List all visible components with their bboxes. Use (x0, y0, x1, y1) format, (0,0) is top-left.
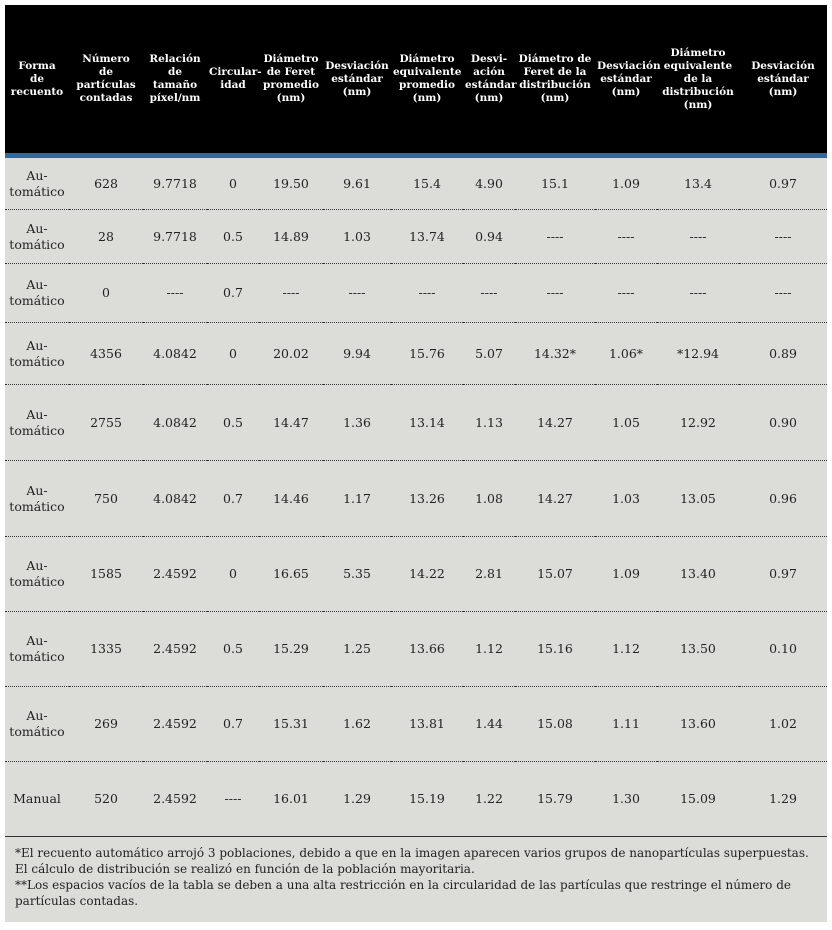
table-cell: ---- (391, 264, 463, 323)
column-header-line: Circular- (209, 66, 262, 78)
results-table (5, 5, 827, 837)
column-header-line: estándar (600, 72, 652, 85)
table-cell: ---- (657, 264, 739, 323)
footnote-line: *El recuento automático arrojó 3 poblaciones, debido a que en la imagen aparecen varios grupos de nanopartículas superpuestas. (15, 846, 809, 860)
table-page (5, 5, 827, 922)
column-header (515, 5, 595, 153)
table-cell: 4.0842 (143, 461, 207, 537)
column-header-line: Diámetro (670, 46, 726, 59)
table-cell: 0.96 (739, 461, 827, 537)
table-row (5, 537, 827, 612)
table-cell: ---- (143, 264, 207, 323)
column-header-line: idad (220, 79, 246, 91)
table-cell: 0.5 (207, 210, 259, 264)
table-cell: 19.50 (259, 158, 323, 210)
table-cell: 4.90 (463, 158, 515, 210)
table-cell (5, 323, 69, 385)
table-cell: 12.92 (657, 385, 739, 461)
table-cell: 1.17 (323, 461, 391, 537)
table-cell: 4356 (69, 323, 143, 385)
table-cell: ---- (595, 210, 657, 264)
table-cell: 0.97 (739, 158, 827, 210)
table-cell: 1.05 (595, 385, 657, 461)
table-cell: 1.09 (595, 158, 657, 210)
cell-text: Au- (26, 337, 48, 353)
column-header-line: de la (683, 72, 713, 85)
table-cell: 750 (69, 461, 143, 537)
table-cell: 1.36 (323, 385, 391, 461)
table-row (5, 612, 827, 687)
cell-text: Manual (13, 791, 61, 806)
table-cell: 2.4592 (143, 612, 207, 687)
column-header-line: (nm) (611, 85, 641, 98)
column-header (463, 5, 515, 153)
table-cell: 0.5 (207, 612, 259, 687)
column-header-line: estándar (465, 79, 517, 91)
table-cell: 0.89 (739, 323, 827, 385)
table-cell: 9.7718 (143, 158, 207, 210)
cell-text: tomático (9, 236, 65, 252)
cell-text: tomático (9, 183, 65, 199)
table-cell: 2.4592 (143, 762, 207, 837)
footnotes (15, 845, 815, 909)
table-cell: 15.29 (259, 612, 323, 687)
table-cell: *12.94 (657, 323, 739, 385)
column-header-line: Diámetro (263, 53, 319, 65)
table-cell: 14.46 (259, 461, 323, 537)
table-row (5, 210, 827, 264)
table-cell: 28 (69, 210, 143, 264)
table-cell: ---- (739, 210, 827, 264)
table-row (5, 264, 827, 323)
table-cell: 9.7718 (143, 210, 207, 264)
table-cell: 13.26 (391, 461, 463, 537)
table-row (5, 687, 827, 762)
table-cell: 20.02 (259, 323, 323, 385)
table-cell: 1585 (69, 537, 143, 612)
table-cell: 1.30 (595, 762, 657, 837)
table-cell: ---- (463, 264, 515, 323)
table-cell: 1.25 (323, 612, 391, 687)
table-cell (5, 461, 69, 537)
column-header-line: recuento (10, 85, 64, 98)
column-header-line: Desviación (751, 59, 815, 72)
column-header-line: estándar (331, 72, 383, 85)
table-cell: 0 (207, 537, 259, 612)
column-header-line: de tamaño (152, 66, 198, 91)
column-header-line: Relación (149, 53, 201, 65)
table-cell: 16.01 (259, 762, 323, 837)
table-cell: 1.03 (595, 461, 657, 537)
column-header-line: contadas (79, 92, 133, 104)
table-cell: 5.35 (323, 537, 391, 612)
footnote-line: El cálculo de distribución se realizó en función de la población mayoritaria. (15, 862, 475, 876)
table-cell: 0.94 (463, 210, 515, 264)
table-cell: 520 (69, 762, 143, 837)
table-cell (5, 687, 69, 762)
column-header-line: Feret de la (523, 66, 587, 78)
table-cell: 1.09 (595, 537, 657, 612)
table-cell (5, 537, 69, 612)
column-header (143, 5, 207, 153)
column-header (259, 5, 323, 153)
table-row (5, 385, 827, 461)
table-cell: 1.12 (595, 612, 657, 687)
cell-text: tomático (9, 574, 65, 589)
column-header-line: Número (82, 53, 130, 65)
table-row (5, 323, 827, 385)
cell-text: Au- (26, 220, 48, 236)
column-header (657, 5, 739, 153)
table-cell: 14.22 (391, 537, 463, 612)
column-header-line: (nm) (412, 92, 442, 104)
table-cell: 2.81 (463, 537, 515, 612)
cell-text: tomático (9, 353, 65, 369)
table-cell: 15.07 (515, 537, 595, 612)
table-cell: 2755 (69, 385, 143, 461)
table-cell: 14.27 (515, 385, 595, 461)
table-cell: 15.16 (515, 612, 595, 687)
table-cell: 15.09 (657, 762, 739, 837)
table-cell: 0.10 (739, 612, 827, 687)
table-row (5, 461, 827, 537)
column-header (391, 5, 463, 153)
cell-text: Au- (26, 633, 48, 648)
table-cell (5, 158, 69, 210)
table-cell: 1.22 (463, 762, 515, 837)
column-header (69, 5, 143, 153)
table-cell: ---- (323, 264, 391, 323)
column-header (739, 5, 827, 153)
table-cell (5, 210, 69, 264)
column-header-line: (nm) (683, 98, 713, 111)
table-cell: 1335 (69, 612, 143, 687)
table-cell: 0.7 (207, 461, 259, 537)
table-cell: 0.97 (739, 537, 827, 612)
column-header (207, 5, 262, 153)
table-cell: 14.27 (515, 461, 595, 537)
footnote-line: partículas contadas. (15, 894, 139, 908)
column-header-line: Desviación (597, 59, 661, 72)
cell-text: Au- (26, 167, 48, 183)
cell-text: Au- (26, 558, 48, 573)
table-cell (5, 264, 69, 323)
table-cell: 1.06* (595, 323, 657, 385)
table-cell: 0.7 (207, 687, 259, 762)
table-cell: 1.03 (323, 210, 391, 264)
table-cell: 1.62 (323, 687, 391, 762)
table-cell: 15.19 (391, 762, 463, 837)
table-cell: ---- (595, 264, 657, 323)
header-row (5, 5, 827, 153)
table-row (5, 762, 827, 837)
column-header-line: (nm) (474, 92, 504, 104)
table-cell: 0 (69, 264, 143, 323)
column-header-line: distribución (519, 79, 591, 91)
cell-text: tomático (9, 724, 65, 739)
table-cell: 13.40 (657, 537, 739, 612)
table-cell: 15.79 (515, 762, 595, 837)
table-cell: 0.7 (207, 264, 259, 323)
table-cell: 13.74 (391, 210, 463, 264)
table-cell: ---- (515, 210, 595, 264)
column-header-line: Forma (18, 59, 56, 72)
table-cell: 9.61 (323, 158, 391, 210)
cell-text: Au- (26, 708, 48, 723)
table-cell: 9.94 (323, 323, 391, 385)
table-cell (5, 612, 69, 687)
cell-text: tomático (9, 649, 65, 664)
table-cell: 13.60 (657, 687, 739, 762)
table-cell: 13.14 (391, 385, 463, 461)
column-header (5, 5, 69, 153)
table-cell: 14.47 (259, 385, 323, 461)
table-cell: 1.12 (463, 612, 515, 687)
column-header-line: promedio (398, 79, 455, 91)
column-header-line: (nm) (768, 85, 798, 98)
column-header-line: Diámetro de (518, 53, 592, 65)
column-header-line: de partículas (76, 66, 136, 91)
column-header-line: distribución (662, 85, 734, 98)
table-cell: 1.11 (595, 687, 657, 762)
cell-text: tomático (9, 422, 65, 438)
column-header-line: equivalente (393, 66, 462, 78)
cell-text: tomático (9, 498, 65, 514)
column-header-line: Desviación (325, 59, 389, 72)
table-cell: ---- (207, 762, 259, 837)
table-cell: 2.4592 (143, 687, 207, 762)
table-cell: 4.0842 (143, 323, 207, 385)
column-header-line: estándar (757, 72, 809, 85)
table-cell: 2.4592 (143, 537, 207, 612)
table-cell: 0.90 (739, 385, 827, 461)
table-cell: 1.02 (739, 687, 827, 762)
table-body (5, 153, 827, 837)
column-header-line: de (29, 72, 45, 85)
column-header-line: ación (473, 66, 505, 78)
table-cell (5, 385, 69, 461)
column-header-line: Desvi- (470, 53, 508, 65)
column-header (323, 5, 391, 153)
table-cell: 0.5 (207, 385, 259, 461)
column-header-line: (nm) (342, 85, 372, 98)
footnote-line: **Los espacios vacíos de la tabla se deben a una alta restricción en la circularidad de las partículas que restringe el número de (15, 878, 791, 892)
table-cell: 0 (207, 323, 259, 385)
table-cell: 15.31 (259, 687, 323, 762)
table-cell: 1.08 (463, 461, 515, 537)
column-header-line: (nm) (276, 92, 306, 104)
table-cell: 16.65 (259, 537, 323, 612)
table-row (5, 158, 827, 210)
table-cell: 4.0842 (143, 385, 207, 461)
table-cell: 13.50 (657, 612, 739, 687)
column-header-line: de Feret (266, 66, 316, 78)
table-cell (5, 762, 69, 837)
table-cell: 1.13 (463, 385, 515, 461)
table-cell: 13.66 (391, 612, 463, 687)
column-header-line: Diámetro (399, 53, 455, 65)
column-header (595, 5, 661, 153)
table-cell: 13.4 (657, 158, 739, 210)
table-cell: 269 (69, 687, 143, 762)
table-cell: 15.4 (391, 158, 463, 210)
table-cell: 1.44 (463, 687, 515, 762)
table-cell: 15.08 (515, 687, 595, 762)
table-cell: ---- (515, 264, 595, 323)
column-header-line: equivalente (663, 59, 733, 72)
table-cell: ---- (259, 264, 323, 323)
table-cell: 15.76 (391, 323, 463, 385)
table-cell: ---- (739, 264, 827, 323)
cell-text: Au- (26, 277, 48, 292)
table-cell: 1.29 (323, 762, 391, 837)
table-cell: 13.05 (657, 461, 739, 537)
table-cell: 15.1 (515, 158, 595, 210)
table-cell: 5.07 (463, 323, 515, 385)
table-cell: 13.81 (391, 687, 463, 762)
table-cell: ---- (657, 210, 739, 264)
column-header-line: (nm) (540, 92, 570, 104)
cell-text: Au- (26, 482, 48, 498)
table-cell: 14.32* (515, 323, 595, 385)
cell-text: tomático (9, 293, 65, 308)
table-cell: 1.29 (739, 762, 827, 837)
column-header-line: promedio (262, 79, 319, 91)
table-cell: 0 (207, 158, 259, 210)
table-cell: 628 (69, 158, 143, 210)
column-header-line: píxel/nm (149, 92, 201, 104)
cell-text: Au- (26, 406, 48, 422)
table-cell: 14.89 (259, 210, 323, 264)
